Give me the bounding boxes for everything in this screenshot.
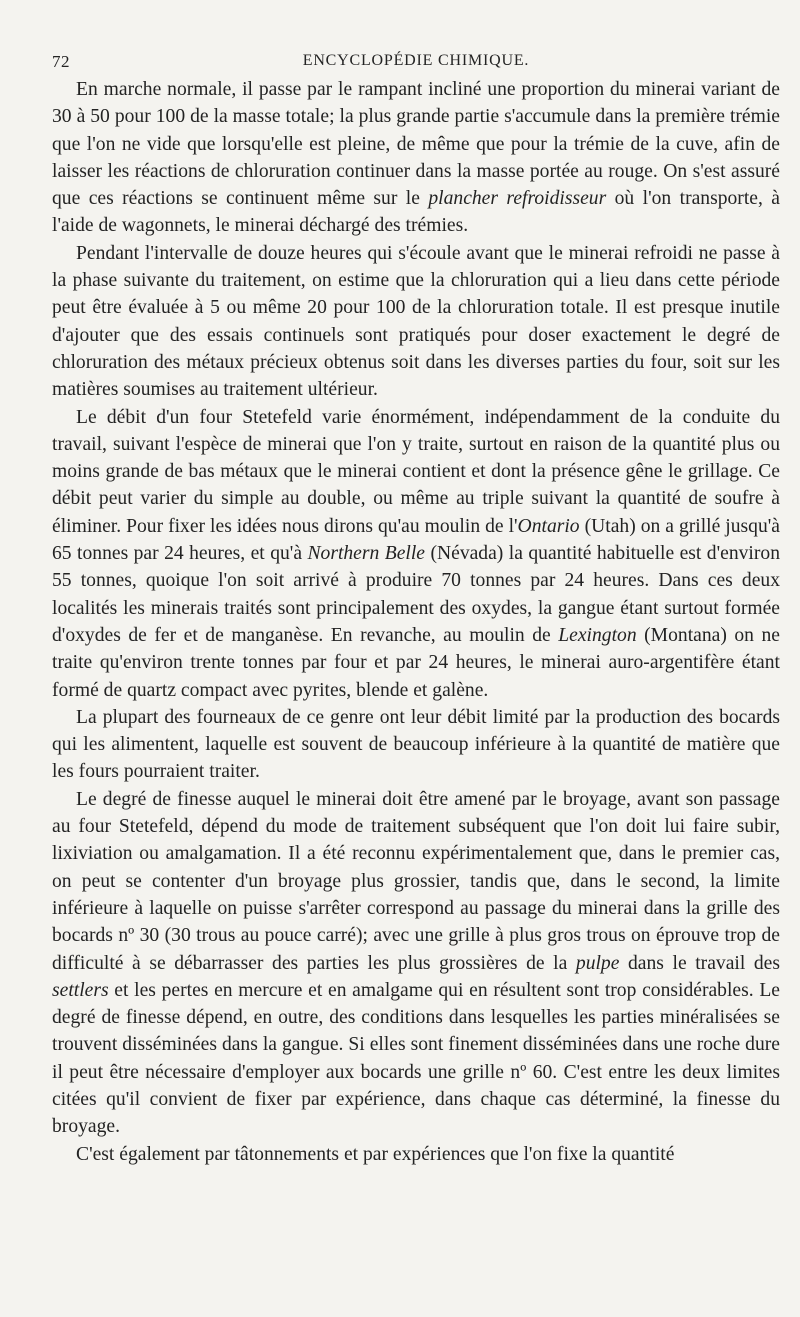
document-page: [52, 46, 780, 1168]
paragraph-6: C'est également par tâtonnements et par expériences que l'on fixe la quantité: [76, 1143, 675, 1165]
page-number: 72: [52, 52, 70, 71]
paragraph-4: La plupart des fourneaux de ce genre ont leur débit limité par la production des bocards qui les alimentent, laquelle est souvent de beaucoup inférieure à la quantité de matière que les fours pourraient traiter.: [52, 706, 780, 783]
italic-term: Ontario: [517, 515, 580, 537]
italic-term: Lexington: [558, 624, 637, 646]
paragraph-5: Le degré de finesse auquel le minerai doit être amené par le broyage, avant son passage au four Stetefeld, dépend du mode de traitement subséquent que l'on doit lui faire subir, lixiviation ou amalgamation. Il a été reconnu expérimentalement que, dans le premier cas, on peut se contenter d'un broyage plus grossier, tandis que, dans le second, la limite inférieure à laquelle on puisse s'arrêter correspond au passage du minerai dans la grille des bocards nº 30 (30 trous au pouce carré); avec une grille à plus gros trous on éprouve trop de difficulté à se débarrasser des parties les plus grossières de la pulpe dans le travail des settlers et les pertes en mercure et en amalgame qui en résultent sont trop considérables. Le degré de finesse dépend, en outre, des conditions dans lesquelles les parties minéralisées se trouvent disséminées dans la gangue. Si elles sont finement disséminées dans une roche dure il peut être nécessaire d'employer aux bocards une grille nº 60. C'est entre les deux limites citées qu'il convient de fixer par expérience, dans chaque cas déterminé, la finesse du broyage.: [52, 788, 780, 1138]
italic-term: plancher refroidisseur: [428, 188, 607, 210]
running-title: ENCYCLOPÉDIE CHIMIQUE.: [302, 52, 530, 69]
italic-term: Northern Belle: [307, 543, 425, 565]
paragraph-3: Le débit d'un four Stetefeld varie énormément, indépendamment de la conduite du travail, suivant l'espèce de minerai que l'on y traite, surtout en raison de la quantité plus ou moins grande de bas métaux que le minerai contient et dont la présence gêne le grillage. Ce débit peut varier du simple au double, ou même au triple suivant la quantité de soufre à éliminer. Pour fixer les idées nous dirons qu'au moulin de l'Ontario (Utah) on a grillé jusqu'à 65 tonnes par 24 heures, et qu'à Northern Belle (Névada) la quantité habituelle est d'environ 55 tonnes, quoique l'on soit arrivé à produire 70 tonnes par 24 heures. Dans ces deux localités les minerais traités sont principalement des oxydes, la gangue étant surtout formée d'oxydes de fer et de manganèse. En revanche, au moulin de Lexington (Montana) on ne traite qu'environ trente tonnes par four et par 24 heures, le minerai auro-argentifère étant formé de quartz compact avec pyrites, blende et galène.: [52, 406, 780, 701]
italic-term: settlers: [52, 979, 109, 1001]
page-header: [52, 46, 780, 76]
paragraph-1: En marche normale, il passe par le rampant incliné une proportion du minerai variant de 30 à 50 pour 100 de la masse totale; la plus grande partie s'accumule dans la première trémie que l'on ne vide que lorsqu'elle est pleine, de même que pour la trémie de la cuve, afin de laisser les réactions de chloruration continuer dans la masse portée au rouge. On s'est assuré que ces réactions se continuent même sur le plancher refroidisseur où l'on transporte, à l'aide de wagonnets, le minerai déchargé des trémies.: [52, 79, 780, 237]
italic-term: pulpe: [575, 952, 620, 974]
body-text: [52, 76, 780, 1168]
paragraph-2: Pendant l'intervalle de douze heures qui s'écoule avant que le minerai refroidi ne passe à la phase suivante du traitement, on estime que la chloruration qui a lieu dans cette période peut être évaluée à 5 ou même 20 pour 100 de la chloruration totale. Il est presque inutile d'ajouter que des essais continuels sont pratiqués pour doser exactement le degré de chloruration des métaux précieux obtenus soit dans les diverses parties du four, soit sur les matières soumises au traitement ultérieur.: [52, 242, 780, 401]
